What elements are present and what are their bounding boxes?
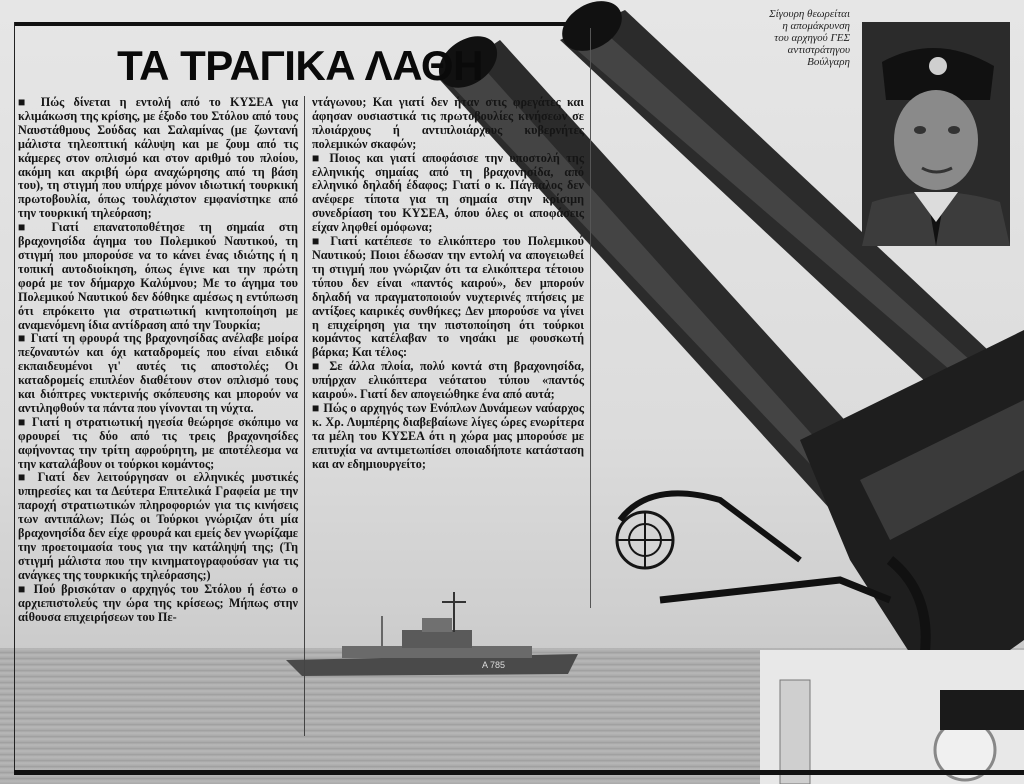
paragraph: ■ Γιατί η στρατιωτική ηγεσία θεώρησε σκόπιμο να φρουρεί τις δύο από τις τρεις βραχονησίδες αφήνοντας την τρίτη αφρούρητη, με αποτέλεσμα να την καταλάβουν οι τούρκοι κομάντος; bbox=[18, 416, 298, 472]
article-column-1 bbox=[18, 96, 298, 624]
bottom-rule bbox=[14, 770, 1024, 775]
paragraph: ■ Πώς ο αρχηγός των Ενόπλων Δυνάμεων ναύαρχος κ. Χρ. Λυμπέρης διαβεβαίωνε λίγες ώρες ενωρίτερα τα μέλη του ΚΥΣΕΑ ότι η χώρα μας μπορούσε με επιτυχία να αντιμετωπίσει οποιαδήποτε κατάσταση και αν εδημιουργείτο; bbox=[312, 402, 584, 472]
caption-line: Βούλγαρη bbox=[807, 56, 850, 68]
column-rule bbox=[304, 96, 305, 736]
hull-number: A 785 bbox=[482, 660, 506, 670]
paragraph: ■ Γιατί δεν λειτούργησαν οι ελληνικές μυστικές υπηρεσίες και τα Δεύτερα Επιτελικά Γραφεία με την παροχή στρατιωτικών πληροφοριών για τις κινήσεις των αντιπάλων; Πώς οι Τούρκοι γνώριζαν ότι μία βραχονησίδα δεν είχε φρουρά και εμείς δεν γνωρίζαμε την προετοιμασία τους για την κατάληψή της; (Τη στιγμή μάλιστα που την κινηματογραφούσαν για τις ανάγκες της τουρκικής τηλεόρασης;) bbox=[18, 471, 298, 582]
caption-line: του αρχηγού ΓΕΣ bbox=[774, 32, 850, 44]
caption-line: η απομάκρυνση bbox=[782, 20, 850, 32]
paragraph: ■ Πού βρισκόταν ο αρχηγός του Στόλου ή έστω ο αρχιεπιστολεύς την ώρα της κρίσεως; Μήπως στην αίθουσα επιχειρήσεων του Πε- bbox=[18, 583, 298, 625]
paragraph: ■ Ποιος και γιατί αποφάσισε την υποστολή της ελληνικής σημαίας από τη βραχονησίδα, από ελληνικό δηλαδή έδαφος; Γιατί ο κ. Πάγκαλος δεν ανέφερε τίποτα για τη σημαία στην κρίσιμη συνεδρίαση του ΚΥΣΕΑ, όπου όλες οι αποφάσεις είχαν ληφθεί ομόφωνα; bbox=[312, 152, 584, 235]
caption-line: Σίγουρη θεωρείται bbox=[769, 8, 850, 20]
caption-line: αντιστράτηγου bbox=[787, 44, 850, 56]
paragraph: ■ Γιατί τη φρουρά της βραχονησίδας ανέλαβε μοίρα πεζοναυτών και όχι καταδρομείς που είναι ειδικά εκπαιδευμένοι γι' αυτές τις αποστολές; Οι καταδρομείς επιπλέον διαθέτουν στον οπλισμό τους και διόπτρες νυκτερινής σκόπευσης και μπορούν να αντιληφθούν τα πάντα που γίνονται τη νύχτα. bbox=[18, 332, 298, 415]
portrait-image bbox=[862, 22, 1010, 246]
left-rule bbox=[14, 22, 15, 770]
paragraph: ■ Γιατί επανατοποθέτησε τη σημαία στη βραχονησίδα άγημα του Πολεμικού Ναυτικού, τη στιγμή που μπορούσε να το κάνει ένας ιδιώτης ή η τοπική αυτοδιοίκηση, όπως έγινε και την πρώτη φορά με τον δήμαρχο Καλύμνου; Με το άγημα του Πολεμικού Ναυτικού δεν δόθηκε αμέσως η εντύπωση ότι επρόκειτο για στρατιωτική κινητοποίηση με αναμενόμενη ίδια αντίδραση από την Τουρκία; bbox=[18, 221, 298, 332]
headline: ΤΑ ΤΡΑΓΙΚΑ ΛΑΘΗ bbox=[117, 42, 483, 89]
top-rule bbox=[14, 22, 614, 26]
paragraph: ντάγωνου; Και γιατί δεν ήταν στις φρεγάτες και άφησαν ουσιαστικά τις πρωτοβουλίες κινήσεων σε πλοιάρχους ή αντιπλοιάρχους κυβερνήτες πολεμικών σκαφών; bbox=[312, 95, 584, 151]
general-portrait bbox=[862, 22, 1010, 246]
warship-photo bbox=[282, 588, 582, 680]
portrait-caption bbox=[738, 8, 850, 68]
paragraph: ■ Πώς δίνεται η εντολή από το ΚΥΣΕΑ για κλιμάκωση της κρίσης, με έξοδο του Στόλου από τους Ναυστάθμους Σούδας και Σαλαμίνας (με ζωντανή μάλιστα τηλεοπτική κάλυψη και με ζουμ από τις κάμερες στον οπλισμό και στον αριθμό του πλοίου, ακόμη και ακριβή ώρα αναχώρησης από τη βάση του), τη στιγμή που υπήρχε μόνον ιδιωτική τουρκική πρωτοβουλία, όπως τουλάχιστον εμφανίστηκε από την τουρκική τηλεόραση; bbox=[18, 96, 298, 221]
paragraph: ■ Σε άλλα πλοία, πολύ κοντά στη βραχονησίδα, υπήρχαν ελικόπτερα νεότατου τύπου «παντός καιρού». Γιατί δεν απογειώθηκε ένα από αυτά; bbox=[312, 360, 584, 402]
right-rule bbox=[590, 28, 591, 608]
article-column-2 bbox=[312, 96, 584, 471]
paragraph: ■ Γιατί κατέπεσε το ελικόπτερο του Πολεμικού Ναυτικού; Ποιοι έδωσαν την εντολή να απογειωθεί τη στιγμή που γνώριζαν ότι τα ελικόπτερα τέτοιου τύπου δεν είναι «παντός καιρού», δεν μπορούν δηλαδή να πραγματοποιούν νυχτερινές πτήσεις με αντίξοες καιρικές συνθήκες; Δεν μπορούσε να γίνει η επιχείρηση για την πιστοποίηση ότι τούρκοι κομάντος κατέλαβαν το νησάκι με φουσκωτή βάρκα; Και τέλος: bbox=[312, 235, 584, 360]
